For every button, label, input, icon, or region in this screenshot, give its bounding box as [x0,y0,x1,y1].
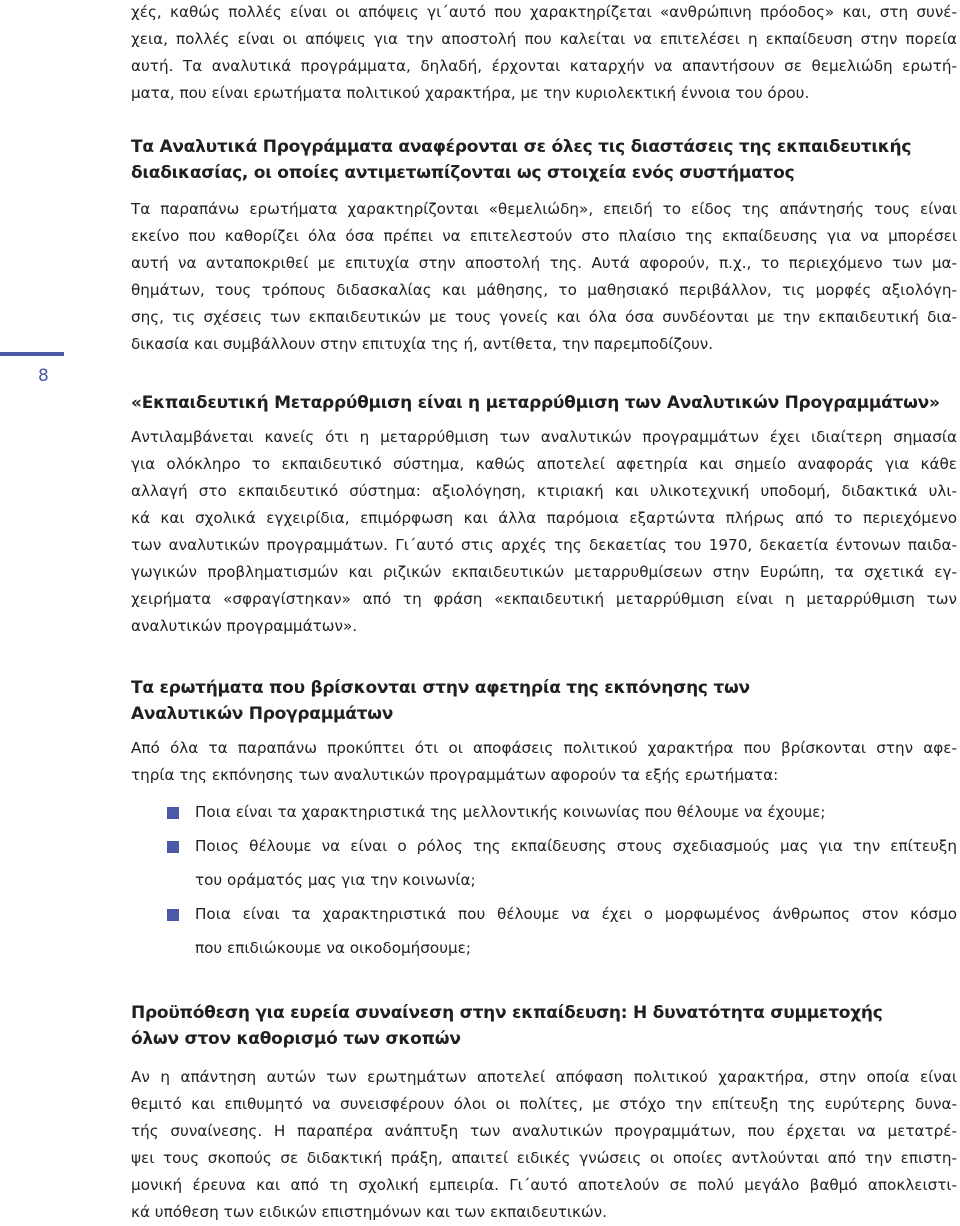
heading-line: όλων στον καθορισμό των σκοπών [131,1029,461,1049]
text-line: Ποια είναι τα χαρακτηριστικά της μελλοντικής κοινωνίας που θέλουμε να έχουμε; [195,803,826,821]
text-line: αναλυτικών προγραμμάτων». [131,617,358,635]
text-line: που επιδιώκουμε να οικοδομήσουμε; [195,939,471,957]
heading-line: Αναλυτικών Προγραμμάτων [131,704,394,724]
text-line: κά και σχολικά εγχειρίδια, επιμόρφωση και άλλα παρόμοια εξαρτώντα πλήρως από το περιεχόμενο [131,509,957,527]
text-line: δικασία και συμβάλλουν στην επιτυχία της ή, αντίθετα, την παρεμποδίζουν. [131,335,714,353]
section-paragraph [131,735,957,789]
text-line: για ολόκληρο το εκπαιδευτικό σύστημα, καθώς αποτελεί αφετηρία και σημείο αναφοράς για κάθε [131,455,957,473]
list-item [131,897,957,965]
section-heading [131,1000,957,1052]
section-paragraph [131,196,957,358]
text-line: θεμιτό και επιθυμητό να συνεισφέρουν όλοι οι πολίτες, με στόχο την επίτευξη της ευρύτερης δυνα- [131,1095,957,1113]
page-number-rule [0,352,64,356]
section-heading [131,675,957,727]
section-heading [131,390,957,416]
text-line: αυτή να ανταποκριθεί με επιτυχία στην αποστολή της. Αυτά αφορούν, π.χ., το περιεχόμενο των μα- [131,254,957,272]
heading-line: «Εκπαιδευτική Μεταρρύθμιση είναι η μεταρρύθμιση των Αναλυτικών Προγραμμάτων» [131,393,940,413]
text-line: Ποια είναι τα χαρακτηριστικά που θέλουμε να έχει ο μορφωμένος άνθρωπος στον κόσμο [195,905,957,923]
square-bullet-icon [167,807,179,819]
bullet-list [131,795,957,965]
text-line: Αντιλαμβάνεται κανείς ότι η μεταρρύθμιση των αναλυτικών προγραμμάτων έχει ιδιαίτερη σημασία [131,428,957,446]
text-line: Αν η απάντηση αυτών των ερωτημάτων αποτελεί απόφαση πολιτικού χαρακτήρα, στην οποία είναι [131,1068,957,1086]
text-line: τής συναίνεσης. Η παραπέρα ανάπτυξη των αναλυτικών προγραμμάτων, που έρχεται να μετατρέ- [131,1122,957,1140]
text-line: θημάτων, τους τρόπους διδασκαλίας και μάθησης, το μαθησιακό περιβάλλον, τις μορφές αξιολόγη- [131,281,957,299]
text-line: Από όλα τα παραπάνω προκύπτει ότι οι αποφάσεις πολιτικού χαρακτήρα που βρίσκονται στην αφε- [131,739,957,757]
text-line: σης, τις σχέσεις των εκπαιδευτικών με τους γονείς και όλα όσα συνδέονται με την εκπαιδευτική δια- [131,308,957,326]
section-paragraph [131,1064,957,1226]
page-number: 8 [38,366,49,386]
text-line: χειρήματα «σφραγίστηκαν» από τη φράση «εκπαιδευτική μεταρρύθμιση είναι η μεταρρύθμιση των [131,590,957,608]
heading-line: Τα ερωτήματα που βρίσκονται στην αφετηρία της εκπόνησης των [131,678,750,698]
list-item [131,829,957,897]
intro-paragraph [131,0,957,107]
text-line: τηρία της εκπόνησης των αναλυτικών προγραμμάτων αφορούν τα εξής ερωτήματα: [131,766,779,784]
text-line: Ποιος θέλουμε να είναι ο ρόλος της εκπαίδευσης στους σχεδιασμούς μας για την επίτευξη [195,837,957,855]
text-line: ματα, που είναι ερωτήματα πολιτικού χαρακτήρα, με την κυριολεκτική έννοια του όρου. [131,84,810,102]
text-line: αυτή. Τα αναλυτικά προγράμματα, δηλαδή, έρχονται καταρχήν να απαντήσουν σε θεμελιώδη ερωτή- [131,57,957,75]
text-line: αλλαγή στο εκπαιδευτικό σύστημα: αξιολόγηση, κτιριακή και υλικοτεχνική υποδομή, διδακτικά υλι- [131,482,957,500]
heading-line: διαδικασίας, οι οποίες αντιμετωπίζονται ως στοιχεία ενός συστήματος [131,163,795,183]
text-line: χεια, πολλές είναι οι απόψεις για την αποστολή που καλείται να επιτελέσει η εκπαίδευση στην πορεία [131,30,957,48]
text-line: γωγικών προβληματισμών και ριζικών εκπαιδευτικών μεταρρυθμίσεων στην Ευρώπη, τα σχετικά εγ- [131,563,957,581]
list-item [131,795,957,829]
text-line: των αναλυτικών προγραμμάτων. Γι΄αυτό στις αρχές της δεκαετίας του 1970, δεκαετία έντονων παιδα- [131,536,957,554]
square-bullet-icon [167,909,179,921]
square-bullet-icon [167,841,179,853]
heading-line: Τα Αναλυτικά Προγράμματα αναφέρονται σε όλες τις διαστάσεις της εκπαιδευτικής [131,137,912,157]
text-line: χές, καθώς πολλές είναι οι απόψεις γι΄αυτό που χαρακτηρίζεται «ανθρώπινη πρόοδος» και, στη συνέ- [131,3,957,21]
section-heading [131,134,957,186]
text-line: εκείνο που καθορίζει όλα όσα πρέπει να επιτελεστούν στο πλαίσιο της εκπαίδευσης για να μπορέσει [131,227,957,245]
text-line: κά υπόθεση των ειδικών επιστημόνων και των εκπαιδευτικών. [131,1203,607,1221]
text-line: του οράματός μας για την κοινωνία; [195,871,476,889]
section-paragraph [131,424,957,640]
text-line: Τα παραπάνω ερωτήματα χαρακτηρίζονται «θεμελιώδη», επειδή το είδος της απάντησής τους είναι [131,200,957,218]
text-line: μονική έρευνα και από τη σχολική εμπειρία. Γι΄αυτό αποτελούν σε πολύ μεγάλο βαθμό αποκλειστι- [131,1176,957,1194]
heading-line: Προϋπόθεση για ευρεία συναίνεση στην εκπαίδευση: Η δυνατότητα συμμετοχής [131,1003,883,1023]
text-line: ψει τους σκοπούς σε διδακτική πράξη, απαιτεί ειδικές γνώσεις οι οποίες αντλούνται από την επιστη- [131,1149,957,1167]
